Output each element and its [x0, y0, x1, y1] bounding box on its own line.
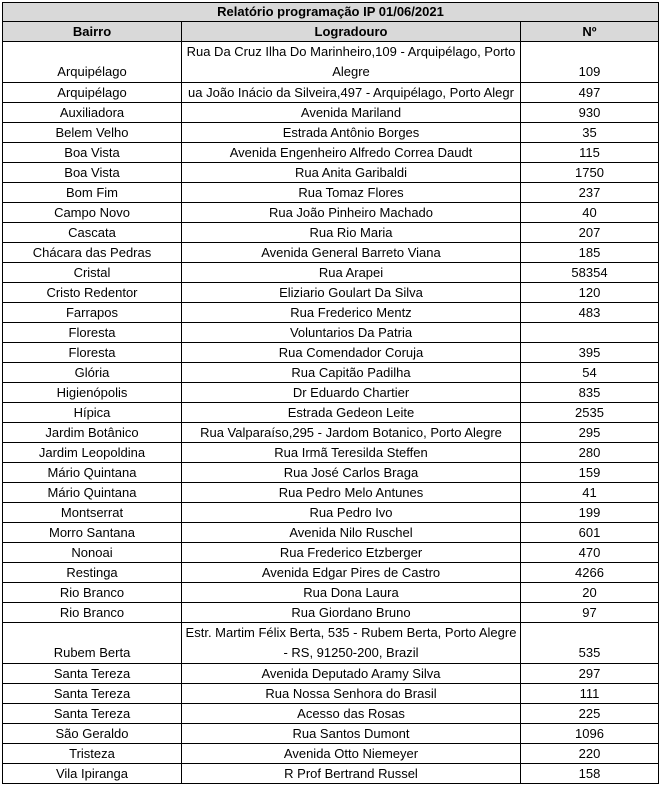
table-row [3, 42, 659, 83]
cell-logradouro[interactable]: Estrada Gedeon Leite [182, 403, 521, 423]
cell-logradouro[interactable]: Avenida General Barreto Viana [182, 243, 521, 263]
cell-logradouro[interactable]: Estrada Antônio Borges [182, 123, 521, 143]
cell-numero[interactable]: 601 [521, 523, 659, 543]
cell-bairro[interactable]: Higienópolis [3, 383, 182, 403]
report-title[interactable]: Relatório programação IP 01/06/2021 [3, 3, 659, 22]
cell-bairro[interactable]: Vila Ipiranga [3, 764, 182, 784]
table-row [3, 83, 659, 103]
cell-bairro[interactable]: Floresta [3, 343, 182, 363]
cell-bairro[interactable]: Cristo Redentor [3, 283, 182, 303]
cell-numero[interactable]: 58354 [521, 263, 659, 283]
cell-numero[interactable]: 115 [521, 143, 659, 163]
table-row [3, 143, 659, 163]
cell-numero[interactable]: 483 [521, 303, 659, 323]
table-row [3, 283, 659, 303]
cell-bairro[interactable]: Chácara das Pedras [3, 243, 182, 263]
cell-logradouro[interactable]: Rua Nossa Senhora do Brasil [182, 684, 521, 704]
cell-logradouro[interactable]: Rua Anita Garibaldi [182, 163, 521, 183]
cell-numero[interactable]: 535 [521, 623, 659, 664]
table-row [3, 183, 659, 203]
header-logradouro[interactable]: Logradouro [182, 22, 521, 42]
cell-numero[interactable]: 159 [521, 463, 659, 483]
table-row [3, 263, 659, 283]
table-row [3, 303, 659, 323]
cell-logradouro[interactable]: Rua Giordano Bruno [182, 603, 521, 623]
cell-numero[interactable]: 497 [521, 83, 659, 103]
table-row [3, 243, 659, 263]
cell-logradouro[interactable]: Rua José Carlos Braga [182, 463, 521, 483]
table-row [3, 123, 659, 143]
cell-numero[interactable]: 225 [521, 704, 659, 724]
cell-bairro[interactable]: Rio Branco [3, 583, 182, 603]
table-row [3, 383, 659, 403]
cell-logradouro[interactable]: Avenida Otto Niemeyer [182, 744, 521, 764]
cell-logradouro[interactable]: Rua Pedro Ivo [182, 503, 521, 523]
cell-bairro[interactable]: Mário Quintana [3, 483, 182, 503]
cell-logradouro[interactable]: Avenida Edgar Pires de Castro [182, 563, 521, 583]
cell-logradouro[interactable]: Rua Valparaíso,295 - Jardom Botanico, Porto Alegre [182, 423, 521, 443]
cell-bairro[interactable]: Glória [3, 363, 182, 383]
table-row [3, 664, 659, 684]
table-row [3, 503, 659, 523]
cell-logradouro[interactable]: Rua Santos Dumont [182, 724, 521, 744]
cell-logradouro[interactable]: Rua Pedro Melo Antunes [182, 483, 521, 503]
cell-numero[interactable]: 111 [521, 684, 659, 704]
cell-numero[interactable]: 35 [521, 123, 659, 143]
cell-bairro[interactable]: Arquipélago [3, 42, 182, 83]
table-row [3, 744, 659, 764]
table-row [3, 363, 659, 383]
cell-numero[interactable]: 470 [521, 543, 659, 563]
cell-bairro[interactable]: Nonoai [3, 543, 182, 563]
cell-numero[interactable]: 297 [521, 664, 659, 684]
table-row [3, 603, 659, 623]
table-row [3, 623, 659, 664]
cell-numero[interactable]: 4266 [521, 563, 659, 583]
cell-numero[interactable]: 40 [521, 203, 659, 223]
table-row [3, 764, 659, 784]
cell-logradouro[interactable]: Avenida Mariland [182, 103, 521, 123]
header-numero[interactable]: Nº [521, 22, 659, 42]
cell-bairro[interactable]: São Geraldo [3, 724, 182, 744]
cell-numero[interactable]: 54 [521, 363, 659, 383]
cell-logradouro[interactable]: Rua Comendador Coruja [182, 343, 521, 363]
cell-logradouro[interactable]: ua João Inácio da Silveira,497 - Arquipélago, Porto Alegr [182, 83, 521, 103]
table-row [3, 724, 659, 744]
cell-bairro[interactable]: Restinga [3, 563, 182, 583]
table-row [3, 403, 659, 423]
cell-bairro[interactable]: Tristeza [3, 744, 182, 764]
cell-logradouro[interactable]: Rua Tomaz Flores [182, 183, 521, 203]
cell-numero[interactable]: 395 [521, 343, 659, 363]
cell-bairro[interactable]: Auxiliadora [3, 103, 182, 123]
cell-numero[interactable]: 185 [521, 243, 659, 263]
table-row [3, 463, 659, 483]
cell-bairro[interactable]: Morro Santana [3, 523, 182, 543]
cell-logradouro[interactable]: Acesso das Rosas [182, 704, 521, 724]
cell-bairro[interactable]: Rio Branco [3, 603, 182, 623]
cell-logradouro[interactable]: Estr. Martim Félix Berta, 535 - Rubem Berta, Porto Alegre - RS, 91250-200, Brazil [182, 623, 521, 664]
cell-numero[interactable]: 20 [521, 583, 659, 603]
cell-bairro[interactable]: Belem Velho [3, 123, 182, 143]
spreadsheet [2, 2, 658, 784]
cell-logradouro[interactable]: Eliziario Goulart Da Silva [182, 283, 521, 303]
table-row [3, 563, 659, 583]
cell-numero[interactable] [521, 323, 659, 343]
cell-bairro[interactable]: Hípica [3, 403, 182, 423]
cell-numero[interactable]: 930 [521, 103, 659, 123]
cell-bairro[interactable]: Montserrat [3, 503, 182, 523]
header-row [3, 22, 659, 42]
table-row [3, 543, 659, 563]
cell-bairro[interactable]: Floresta [3, 323, 182, 343]
cell-numero[interactable]: 295 [521, 423, 659, 443]
cell-logradouro[interactable]: Rua Da Cruz Ilha Do Marinheiro,109 - Arquipélago, Porto Alegre [182, 42, 521, 83]
cell-logradouro[interactable]: Rua Dona Laura [182, 583, 521, 603]
cell-logradouro[interactable]: Avenida Engenheiro Alfredo Correa Daudt [182, 143, 521, 163]
table-row [3, 443, 659, 463]
table-row [3, 203, 659, 223]
cell-bairro[interactable]: Jardim Botânico [3, 423, 182, 443]
cell-numero[interactable]: 1750 [521, 163, 659, 183]
cell-logradouro[interactable]: Rua Capitão Padilha [182, 363, 521, 383]
table-row [3, 163, 659, 183]
title-row [3, 3, 659, 22]
cell-numero[interactable]: 2535 [521, 403, 659, 423]
table-row [3, 223, 659, 243]
cell-numero[interactable]: 97 [521, 603, 659, 623]
cell-bairro[interactable]: Boa Vista [3, 163, 182, 183]
table-row [3, 323, 659, 343]
cell-numero[interactable]: 199 [521, 503, 659, 523]
cell-numero[interactable]: 220 [521, 744, 659, 764]
cell-bairro[interactable]: Cristal [3, 263, 182, 283]
table-row [3, 583, 659, 603]
cell-bairro[interactable]: Rubem Berta [3, 623, 182, 664]
table-row [3, 684, 659, 704]
cell-numero[interactable]: 1096 [521, 724, 659, 744]
cell-numero[interactable]: 280 [521, 443, 659, 463]
cell-logradouro[interactable]: Rua Frederico Mentz [182, 303, 521, 323]
cell-numero[interactable]: 835 [521, 383, 659, 403]
cell-logradouro[interactable]: Rua João Pinheiro Machado [182, 203, 521, 223]
cell-numero[interactable]: 120 [521, 283, 659, 303]
cell-bairro[interactable]: Cascata [3, 223, 182, 243]
report-table [2, 2, 659, 784]
cell-numero[interactable]: 237 [521, 183, 659, 203]
cell-numero[interactable]: 207 [521, 223, 659, 243]
table-row [3, 704, 659, 724]
cell-bairro[interactable]: Jardim Leopoldina [3, 443, 182, 463]
cell-bairro[interactable]: Santa Tereza [3, 684, 182, 704]
cell-bairro[interactable]: Mário Quintana [3, 463, 182, 483]
table-row [3, 343, 659, 363]
cell-bairro[interactable]: Arquipélago [3, 83, 182, 103]
header-bairro[interactable]: Bairro [3, 22, 182, 42]
cell-bairro[interactable]: Santa Tereza [3, 664, 182, 684]
cell-logradouro[interactable]: Rua Irmã Teresilda Steffen [182, 443, 521, 463]
cell-numero[interactable]: 109 [521, 42, 659, 83]
cell-logradouro[interactable]: Avenida Deputado Aramy Silva [182, 664, 521, 684]
cell-logradouro[interactable]: Voluntarios Da Patria [182, 323, 521, 343]
cell-logradouro[interactable]: Rua Frederico Etzberger [182, 543, 521, 563]
cell-bairro[interactable]: Farrapos [3, 303, 182, 323]
table-row [3, 483, 659, 503]
cell-bairro[interactable]: Boa Vista [3, 143, 182, 163]
cell-logradouro[interactable]: Avenida Nilo Ruschel [182, 523, 521, 543]
cell-logradouro[interactable]: R Prof Bertrand Russel [182, 764, 521, 784]
cell-bairro[interactable]: Bom Fim [3, 183, 182, 203]
cell-bairro[interactable]: Campo Novo [3, 203, 182, 223]
cell-logradouro[interactable]: Rua Arapei [182, 263, 521, 283]
cell-numero[interactable]: 41 [521, 483, 659, 503]
cell-logradouro[interactable]: Rua Rio Maria [182, 223, 521, 243]
cell-logradouro[interactable]: Dr Eduardo Chartier [182, 383, 521, 403]
cell-bairro[interactable]: Santa Tereza [3, 704, 182, 724]
table-row [3, 423, 659, 443]
table-row [3, 103, 659, 123]
cell-numero[interactable]: 158 [521, 764, 659, 784]
table-row [3, 523, 659, 543]
